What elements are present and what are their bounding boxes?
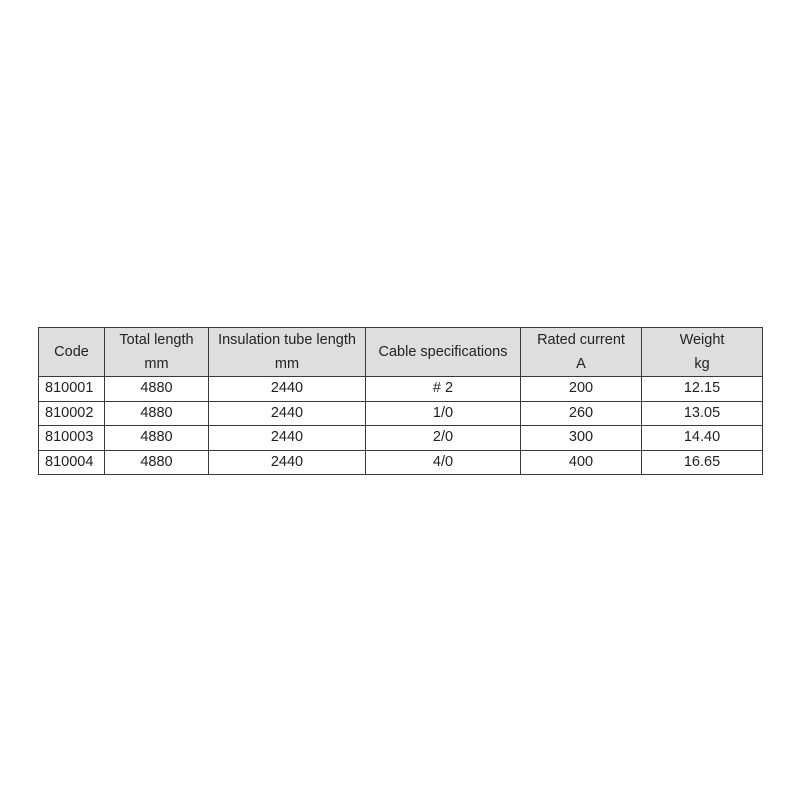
cell-code: 810003 xyxy=(39,426,105,451)
cell-insulation-tube-length: 2440 xyxy=(209,426,366,451)
cell-total-length: 4880 xyxy=(105,450,209,475)
header-rated-current-unit: A xyxy=(576,356,586,372)
cell-cable-specifications: 1/0 xyxy=(366,401,521,426)
header-total-length xyxy=(105,328,209,377)
cell-cable-specifications: # 2 xyxy=(366,377,521,402)
cell-insulation-tube-length: 2440 xyxy=(209,450,366,475)
header-weight xyxy=(642,328,763,377)
header-insulation-tube-length-label: Insulation tube length xyxy=(218,332,356,348)
table-body xyxy=(39,377,763,475)
specifications-table xyxy=(38,327,763,475)
cell-rated-current: 260 xyxy=(521,401,642,426)
cell-cable-specifications: 4/0 xyxy=(366,450,521,475)
cell-weight: 16.65 xyxy=(642,450,763,475)
table-row xyxy=(39,401,763,426)
header-total-length-label: Total length xyxy=(119,332,194,348)
header-weight-label: Weight xyxy=(679,332,725,348)
header-code-label: Code xyxy=(54,344,89,360)
header-insulation-tube-length xyxy=(209,328,366,377)
cell-code: 810001 xyxy=(39,377,105,402)
table-row xyxy=(39,426,763,451)
cell-total-length: 4880 xyxy=(105,377,209,402)
cell-insulation-tube-length: 2440 xyxy=(209,377,366,402)
cell-weight: 14.40 xyxy=(642,426,763,451)
header-cable-specifications-label: Cable specifications xyxy=(378,344,508,360)
header-total-length-unit: mm xyxy=(144,356,169,372)
cell-total-length: 4880 xyxy=(105,426,209,451)
cell-weight: 13.05 xyxy=(642,401,763,426)
cell-rated-current: 400 xyxy=(521,450,642,475)
header-code xyxy=(39,328,105,377)
cell-insulation-tube-length: 2440 xyxy=(209,401,366,426)
header-insulation-tube-length-unit: mm xyxy=(274,356,300,372)
cell-weight: 12.15 xyxy=(642,377,763,402)
cell-code: 810004 xyxy=(39,450,105,475)
cell-rated-current: 200 xyxy=(521,377,642,402)
cell-cable-specifications: 2/0 xyxy=(366,426,521,451)
header-rated-current xyxy=(521,328,642,377)
table-row xyxy=(39,450,763,475)
header-weight-unit: kg xyxy=(694,356,710,372)
table-header xyxy=(39,328,763,377)
table-row xyxy=(39,377,763,402)
cell-total-length: 4880 xyxy=(105,401,209,426)
cell-rated-current: 300 xyxy=(521,426,642,451)
header-rated-current-label: Rated current xyxy=(537,332,625,348)
header-cable-specifications xyxy=(366,328,521,377)
cell-code: 810002 xyxy=(39,401,105,426)
header-row xyxy=(39,328,763,377)
